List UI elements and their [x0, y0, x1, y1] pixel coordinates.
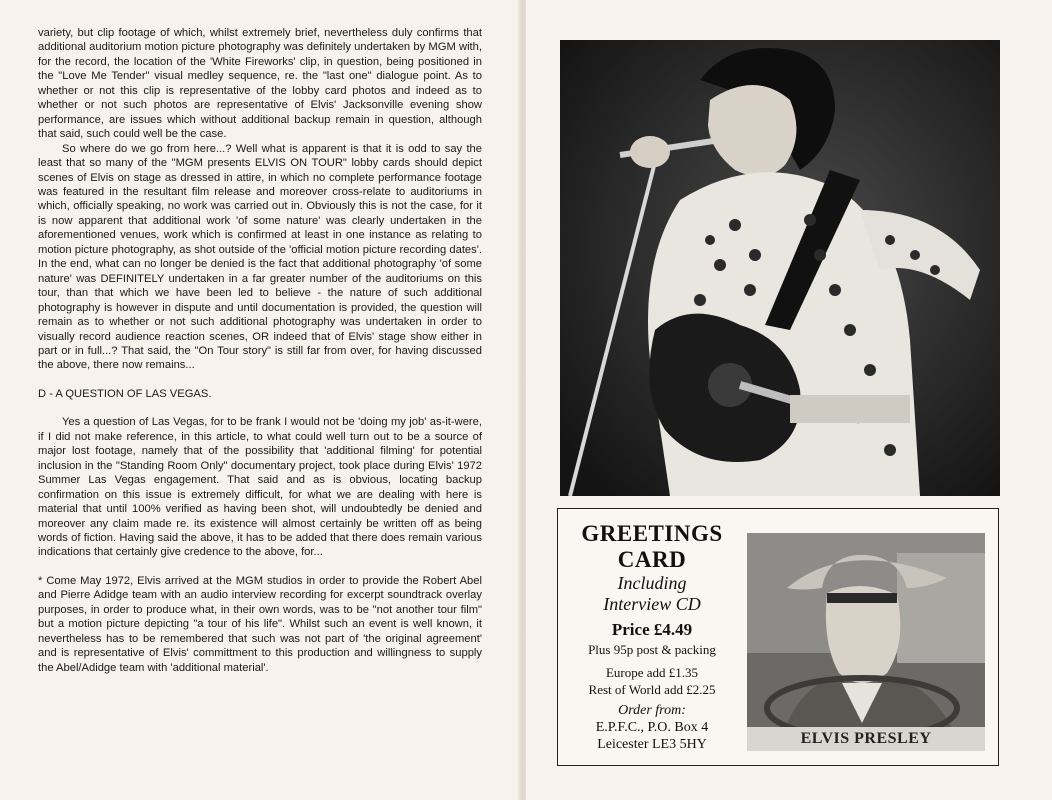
left-page: [0, 0, 522, 800]
greetings-card-image: [747, 533, 985, 751]
article-paragraph-4: * Come May 1972, Elvis arrived at the MGM studios in order to provide the Robert Abel and Pierre Adidge team with an audio interview recording for excerpt soundtrack overlay purposes, in order to produce what, in their own words, was to be "not another tour film" but a motion picture depicting "a tour of his life". Whilst such an event is well known, it nevertheless has to be remembered that such was not part of 'the original agreement' and is representative of Elvis' committment to this production and willingness to supply the Abel/Adidge team with 'additional material'.: [38, 574, 482, 674]
article-paragraph-1: variety, but clip footage of which, whilst extremely brief, nevertheless duly confirms that additional auditorium motion picture photography was definitely undertaken by MGM with, for the record, the location of the 'White Fireworks' clip, in question, being positioned in the "Love Me Tender" visual medley sequence, re. the "last one" dialogue point. As to whether or not this clip is representative of the lobby card photos and indeed as to whether or not such photos are representative of Elvis' Jacksonville evening show performance, are issues which without additional backup remain in question, although that said, such could well be the case.: [38, 27, 482, 141]
advert-order-label: Order from:: [618, 703, 686, 718]
advert-address-line2: Leicester LE3 5HY: [597, 737, 707, 752]
section-heading: D - A QUESTION OF LAS VEGAS.: [38, 387, 212, 400]
cowboy-photo-illustration: [747, 533, 985, 751]
article-paragraph-2: So where do we go from here...? Well what is apparent is that it is odd to say the least that so many of the "MGM presents ELVIS ON TOUR" lobby cards should depict scenes of Elvis on stage as dressed in attire, in which no complete performance footage was featured in the resultant film release and moreover cross-relate to auditoriums in which, officially speaking, no work was carried out in. Obviously this is not the case, for it is now apparent that additional work 'of some nature' was clearly undertaken in the aforementioned venues, work which is confirmed at least in one instance as relating to motion picture photography, as shot outside of the 'official motion picture recording dates'. In the end, what can no longer be denied is the fact that additional photography 'of some nature' was DEFINITELY undertaken in a far greater number of the auditoriums on this tour, than that which we have been led to believe - the nature of such additional photography is however in dispute and until documentation is provided, the question will remain as to whether or not such additional photography was undertaken in order to visually record audience reaction scenes, OR indeed that of Elvis' stage show either in part or in full...? That said, the "On Tour story" is still far from over, for having discussed the above, there now remains...: [38, 142, 482, 372]
advert-subtitle-line2: Interview CD: [603, 594, 701, 614]
advert-title-line2: CARD: [617, 547, 687, 572]
article-paragraph-3: Yes a question of Las Vegas, for to be frank I would not be 'doing my job' as-it-were, if I did not make reference, in this article, to what could well turn out to be a source of major lost footage, namely that of the possibility that 'additional filming' for potential inclusion in the "Standing Room Only" documentary project, took place during Elvis' 1972 Summer Las Vegas engagement. That said and as is obvious, locating backup confirmation on this issue is extremely difficult, for what we are dealing with here is material that until 100% verified as having been shot, will undoubtedly be denied and moreover any claim made re. its existence will almost certainly be written off as being words of fiction. Having said the above, it has to be added that there does remain various indications that certainly give credence to the above, for...: [38, 416, 482, 559]
advert-postage: Plus 95p post & packing: [588, 642, 716, 657]
advert-price: Price £4.49: [611, 620, 693, 639]
greetings-card-advert: [557, 508, 999, 766]
concert-photo-illustration: [560, 40, 1000, 496]
card-caption: ELVIS PRESLEY: [747, 727, 985, 751]
advert-subtitle-line1: Including: [617, 573, 687, 593]
advert-europe-postage: Europe add £1.35: [605, 665, 699, 680]
advert-address-line1: E.P.F.C., P.O. Box 4: [595, 720, 709, 735]
advert-text: [564, 521, 740, 753]
advert-world-postage: Rest of World add £2.25: [588, 682, 716, 697]
advert-title-line1: GREETINGS: [581, 521, 723, 546]
concert-photo: [560, 40, 1000, 496]
article-text-column: [38, 26, 482, 675]
